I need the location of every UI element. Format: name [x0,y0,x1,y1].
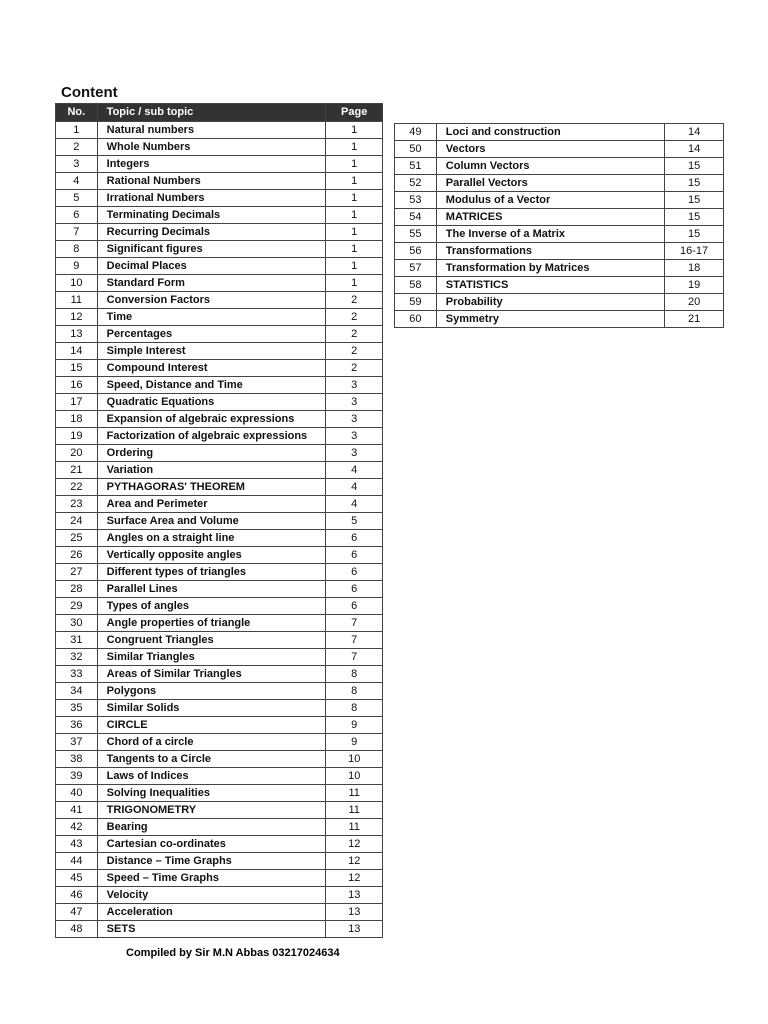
table-row [56,309,383,326]
row-page: 11 [326,802,383,819]
table-row [56,751,383,768]
row-number: 10 [56,275,98,292]
table-row [395,192,724,209]
table-row [56,360,383,377]
row-page: 8 [326,683,383,700]
row-number: 28 [56,581,98,598]
row-page: 12 [326,836,383,853]
table-row [56,649,383,666]
row-page: 21 [665,311,724,328]
row-page: 6 [326,530,383,547]
row-topic: Transformation by Matrices [436,260,664,277]
row-number: 19 [56,428,98,445]
row-number: 38 [56,751,98,768]
table-row [56,802,383,819]
row-page: 9 [326,734,383,751]
table-row [56,683,383,700]
row-topic: Surface Area and Volume [97,513,326,530]
table-row [56,819,383,836]
row-number: 46 [56,887,98,904]
row-topic: Recurring Decimals [97,224,326,241]
table-row [56,224,383,241]
row-page: 7 [326,632,383,649]
row-page: 9 [326,717,383,734]
row-topic: Irrational Numbers [97,190,326,207]
row-topic: Solving Inequalities [97,785,326,802]
row-page: 3 [326,411,383,428]
row-number: 5 [56,190,98,207]
row-number: 48 [56,921,98,938]
row-topic: PYTHAGORAS' THEOREM [97,479,326,496]
table-row [56,615,383,632]
column-header-topic: Topic / sub topic [97,104,326,122]
row-number: 41 [56,802,98,819]
row-topic: Bearing [97,819,326,836]
column-header-no: No. [56,104,98,122]
row-number: 31 [56,632,98,649]
row-page: 13 [326,921,383,938]
row-page: 19 [665,277,724,294]
row-page: 6 [326,547,383,564]
row-topic: Acceleration [97,904,326,921]
contents-table-right [394,123,724,328]
row-number: 21 [56,462,98,479]
table-row [56,496,383,513]
table-row [56,292,383,309]
row-topic: Integers [97,156,326,173]
row-topic: Ordering [97,445,326,462]
row-number: 35 [56,700,98,717]
row-number: 33 [56,666,98,683]
row-page: 1 [326,207,383,224]
row-number: 24 [56,513,98,530]
row-page: 15 [665,192,724,209]
table-row [395,243,724,260]
row-number: 30 [56,615,98,632]
row-topic: Laws of Indices [97,768,326,785]
table-row [56,581,383,598]
row-topic: Transformations [436,243,664,260]
table-row [56,921,383,938]
row-page: 1 [326,258,383,275]
table-row [56,666,383,683]
row-number: 42 [56,819,98,836]
row-page: 11 [326,785,383,802]
row-topic: Speed – Time Graphs [97,870,326,887]
row-number: 12 [56,309,98,326]
row-page: 8 [326,700,383,717]
row-topic: Decimal Places [97,258,326,275]
row-topic: Compound Interest [97,360,326,377]
row-number: 18 [56,411,98,428]
row-page: 4 [326,462,383,479]
row-page: 1 [326,190,383,207]
row-page: 14 [665,124,724,141]
table-row [56,904,383,921]
row-page: 4 [326,479,383,496]
table-row [56,887,383,904]
table-row [56,462,383,479]
row-topic: Similar Triangles [97,649,326,666]
row-number: 4 [56,173,98,190]
row-number: 59 [395,294,437,311]
table-row [56,734,383,751]
table-row [56,445,383,462]
row-page: 1 [326,275,383,292]
row-page: 1 [326,139,383,156]
row-topic: Standard Form [97,275,326,292]
row-page: 2 [326,360,383,377]
row-topic: CIRCLE [97,717,326,734]
row-topic: Cartesian co-ordinates [97,836,326,853]
table-row [56,870,383,887]
table-row [395,209,724,226]
row-page: 3 [326,428,383,445]
row-page: 1 [326,156,383,173]
row-number: 1 [56,122,98,139]
contents-table-left [55,103,383,938]
table-row [56,428,383,445]
table-row [395,277,724,294]
row-page: 15 [665,175,724,192]
table-row [56,411,383,428]
table-row [395,141,724,158]
table-row [56,513,383,530]
row-topic: Velocity [97,887,326,904]
row-topic: Vectors [436,141,664,158]
row-number: 14 [56,343,98,360]
row-topic: Conversion Factors [97,292,326,309]
table-row [56,547,383,564]
row-number: 44 [56,853,98,870]
column-header-page: Page [326,104,383,122]
row-number: 53 [395,192,437,209]
row-number: 60 [395,311,437,328]
row-page: 4 [326,496,383,513]
row-topic: Terminating Decimals [97,207,326,224]
table-row [56,768,383,785]
row-topic: Similar Solids [97,700,326,717]
row-topic: Time [97,309,326,326]
row-number: 11 [56,292,98,309]
row-page: 18 [665,260,724,277]
row-page: 1 [326,122,383,139]
row-page: 12 [326,853,383,870]
row-page: 6 [326,581,383,598]
row-number: 8 [56,241,98,258]
row-page: 5 [326,513,383,530]
row-topic: The Inverse of a Matrix [436,226,664,243]
row-number: 26 [56,547,98,564]
row-topic: Parallel Lines [97,581,326,598]
row-topic: Symmetry [436,311,664,328]
table-row [56,394,383,411]
compiler-credit: Compiled by Sir M.N Abbas 03217024634 [126,947,340,959]
row-page: 7 [326,649,383,666]
row-page: 1 [326,241,383,258]
row-number: 2 [56,139,98,156]
row-topic: Angle properties of triangle [97,615,326,632]
row-page: 10 [326,751,383,768]
row-topic: Tangents to a Circle [97,751,326,768]
row-topic: Natural numbers [97,122,326,139]
table-row [395,175,724,192]
row-number: 58 [395,277,437,294]
row-page: 3 [326,445,383,462]
row-topic: Parallel Vectors [436,175,664,192]
table-row [56,173,383,190]
table-header-row [56,104,383,122]
row-topic: Whole Numbers [97,139,326,156]
row-topic: Distance – Time Graphs [97,853,326,870]
row-number: 25 [56,530,98,547]
row-topic: Loci and construction [436,124,664,141]
row-number: 6 [56,207,98,224]
table-row [56,377,383,394]
table-row [56,258,383,275]
row-number: 13 [56,326,98,343]
row-topic: Types of angles [97,598,326,615]
row-page: 13 [326,887,383,904]
table-row [56,836,383,853]
table-row [395,311,724,328]
row-topic: Factorization of algebraic expressions [97,428,326,445]
row-number: 20 [56,445,98,462]
row-topic: Expansion of algebraic expressions [97,411,326,428]
row-topic: Probability [436,294,664,311]
row-page: 2 [326,309,383,326]
table-row [56,156,383,173]
row-number: 16 [56,377,98,394]
page-title: Content [61,84,118,101]
row-page: 13 [326,904,383,921]
row-number: 43 [56,836,98,853]
row-page: 15 [665,226,724,243]
table-row [56,343,383,360]
row-topic: Quadratic Equations [97,394,326,411]
row-number: 36 [56,717,98,734]
row-topic: Column Vectors [436,158,664,175]
table-row [56,207,383,224]
row-number: 32 [56,649,98,666]
table-row [395,124,724,141]
row-number: 56 [395,243,437,260]
row-page: 3 [326,394,383,411]
row-page: 15 [665,209,724,226]
row-number: 29 [56,598,98,615]
row-page: 16-17 [665,243,724,260]
row-number: 50 [395,141,437,158]
row-topic: Modulus of a Vector [436,192,664,209]
row-number: 45 [56,870,98,887]
row-number: 34 [56,683,98,700]
row-topic: Significant figures [97,241,326,258]
row-page: 20 [665,294,724,311]
table-row [395,260,724,277]
table-row [56,530,383,547]
row-topic: Percentages [97,326,326,343]
row-page: 3 [326,377,383,394]
row-topic: Rational Numbers [97,173,326,190]
row-number: 22 [56,479,98,496]
table-row [56,700,383,717]
table-row [56,853,383,870]
table-row [56,190,383,207]
table-row [56,275,383,292]
row-number: 51 [395,158,437,175]
row-topic: Different types of triangles [97,564,326,581]
row-number: 47 [56,904,98,921]
row-page: 1 [326,224,383,241]
row-number: 55 [395,226,437,243]
table-row [56,785,383,802]
row-page: 10 [326,768,383,785]
table-row [56,632,383,649]
row-topic: Chord of a circle [97,734,326,751]
row-number: 27 [56,564,98,581]
row-page: 12 [326,870,383,887]
row-topic: Angles on a straight line [97,530,326,547]
row-number: 40 [56,785,98,802]
row-topic: SETS [97,921,326,938]
row-number: 23 [56,496,98,513]
table-row [56,326,383,343]
row-page: 2 [326,292,383,309]
table-row [56,479,383,496]
table-row [56,598,383,615]
row-page: 8 [326,666,383,683]
row-page: 2 [326,343,383,360]
row-number: 17 [56,394,98,411]
row-topic: Variation [97,462,326,479]
row-page: 6 [326,598,383,615]
row-number: 54 [395,209,437,226]
row-topic: Area and Perimeter [97,496,326,513]
row-number: 49 [395,124,437,141]
row-topic: Areas of Similar Triangles [97,666,326,683]
table-row [395,294,724,311]
row-page: 1 [326,173,383,190]
table-row [56,564,383,581]
table-row [56,241,383,258]
row-page: 2 [326,326,383,343]
table-row [56,139,383,156]
row-number: 37 [56,734,98,751]
table-row [395,158,724,175]
row-topic: Congruent Triangles [97,632,326,649]
row-topic: Speed, Distance and Time [97,377,326,394]
row-number: 7 [56,224,98,241]
row-page: 11 [326,819,383,836]
table-row [395,226,724,243]
row-page: 15 [665,158,724,175]
row-topic: MATRICES [436,209,664,226]
row-topic: STATISTICS [436,277,664,294]
row-topic: Simple Interest [97,343,326,360]
table-row [56,717,383,734]
row-page: 7 [326,615,383,632]
table-row [56,122,383,139]
row-topic: TRIGONOMETRY [97,802,326,819]
row-number: 39 [56,768,98,785]
row-number: 3 [56,156,98,173]
row-topic: Polygons [97,683,326,700]
row-number: 15 [56,360,98,377]
row-page: 14 [665,141,724,158]
row-topic: Vertically opposite angles [97,547,326,564]
row-number: 57 [395,260,437,277]
row-number: 9 [56,258,98,275]
row-number: 52 [395,175,437,192]
row-page: 6 [326,564,383,581]
